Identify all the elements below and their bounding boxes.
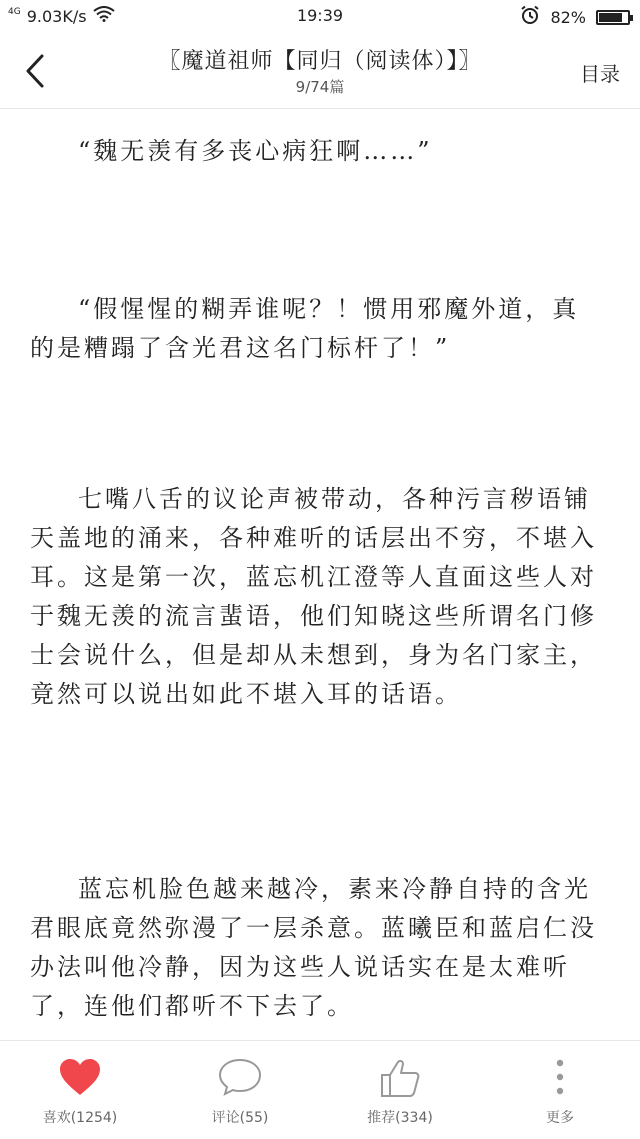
battery-icon	[596, 10, 630, 25]
thumbs-up-icon	[379, 1057, 421, 1103]
back-button[interactable]	[20, 52, 54, 90]
like-label: 喜欢(1254)	[42, 1110, 118, 1126]
more-button[interactable]	[480, 1041, 640, 1139]
recommend-label: 推荐(334)	[367, 1110, 433, 1126]
alarm-icon	[520, 5, 540, 29]
like-button[interactable]	[0, 1041, 160, 1139]
status-bar	[0, 0, 640, 34]
recommend-button[interactable]	[320, 1041, 480, 1139]
toc-button[interactable]: 目录	[580, 62, 620, 86]
battery-percent: 82%	[550, 7, 586, 27]
reader-header	[0, 34, 640, 109]
network-speed: 9.03K/s	[26, 6, 87, 26]
more-vertical-icon	[555, 1057, 565, 1101]
paragraph: “魏无羡有多丧心病狂啊……”	[78, 137, 433, 165]
more-label: 更多	[546, 1110, 574, 1126]
comment-button[interactable]	[160, 1041, 320, 1139]
heart-icon	[58, 1057, 102, 1101]
clock: 19:39	[296, 6, 344, 25]
status-right	[520, 5, 630, 29]
paragraph: “假惺惺的糊弄谁呢？！惯用邪魔外道，真的是糟蹋了含光君这名门标杆了！”	[30, 295, 580, 362]
chapter-progress: 9/74篇	[295, 78, 345, 96]
comment-icon	[217, 1057, 263, 1101]
network-type: 4G	[8, 6, 21, 17]
paragraph: 蓝忘机脸色越来越冷，素来冷静自持的含光君眼底竟然弥漫了一层杀意。蓝曦臣和蓝启仁没办法叫他冷静，因为这些人说话实在是太难听了，连他们都听不下去了。	[30, 875, 597, 1020]
chevron-left-icon	[20, 52, 54, 90]
bottom-action-bar	[0, 1040, 640, 1139]
paragraph: 七嘴八舌的议论声被带动，各种污言秽语铺天盖地的涌来，各种难听的话层出不穷，不堪入耳。这是第一次，蓝忘机江澄等人直面这些人对于魏无羡的流言蜚语，他们知晓这些所谓名门修士会说什么，但是却从未想到，身为名门家主，竟然可以说出如此不堪入耳的话语。	[30, 485, 597, 708]
comment-label: 评论(55)	[211, 1110, 269, 1126]
page-title: 〖魔道祖师【同归（阅读体）】〗	[158, 49, 482, 74]
